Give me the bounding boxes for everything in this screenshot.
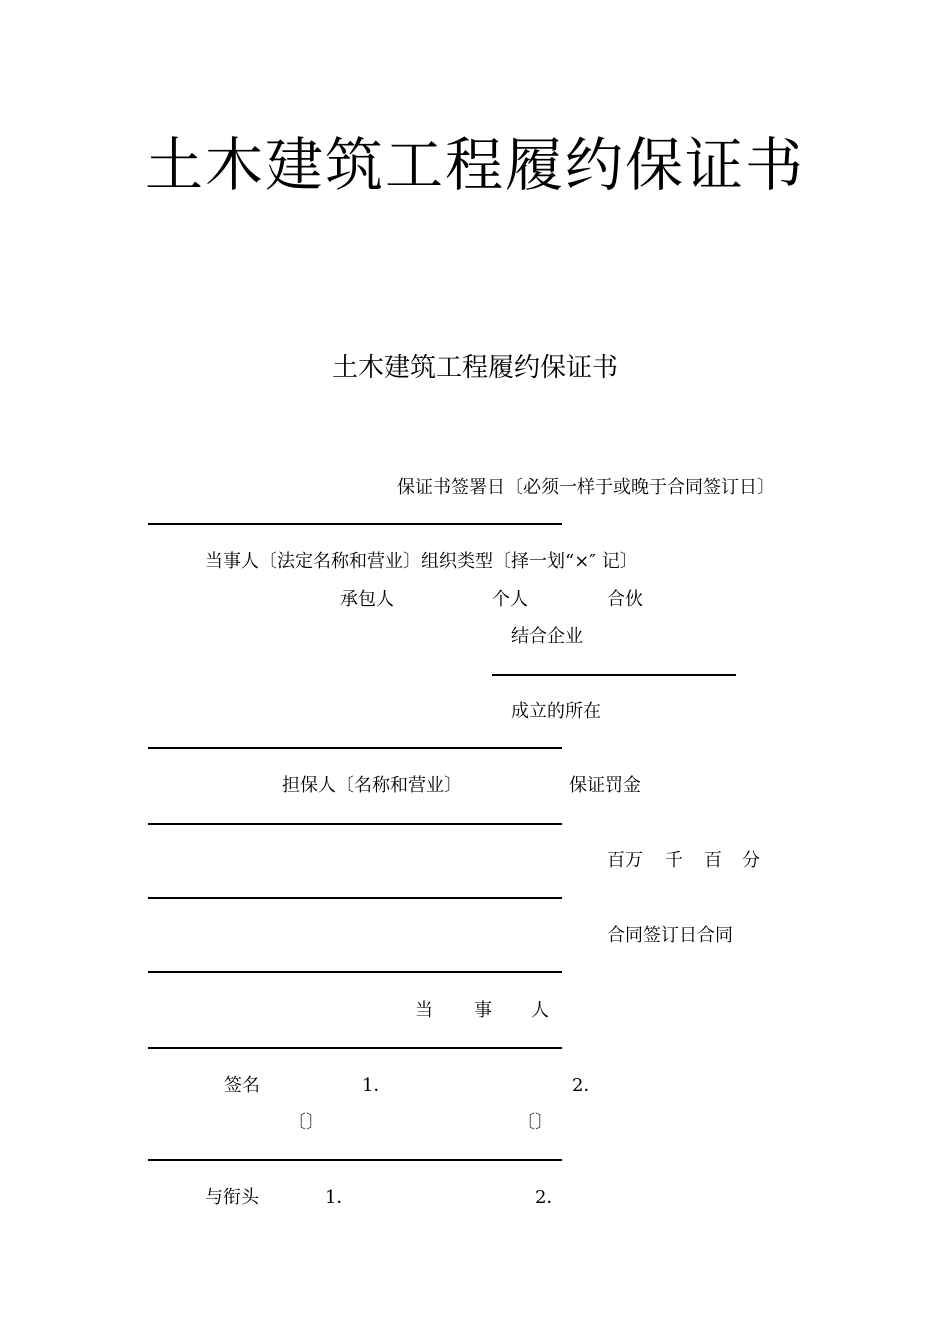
parties-heading-char-3: 人 <box>531 1000 549 1021</box>
established-location-label: 成立的所在 <box>511 701 601 722</box>
parties-heading-char-1: 当 <box>415 1000 433 1021</box>
signature-field-line <box>148 1159 562 1161</box>
amount-unit-cents: 分 <box>742 850 760 871</box>
signing-date-field-line <box>148 523 562 525</box>
title-number-1: 1． <box>325 1187 355 1208</box>
party-label: 当事人〔法定名称和营业〕组织类型〔择一划“×″ 记〕 <box>205 551 638 572</box>
signature-bracket-2: 〔〕 <box>517 1112 553 1133</box>
parties-heading-char-2: 事 <box>474 1000 492 1021</box>
sub-title: 土木建筑工程履约保证书 <box>331 353 618 383</box>
organization-type-field-line <box>492 674 736 676</box>
amount-unit-millions: 百万 <box>607 850 643 871</box>
party-field-line <box>148 747 562 749</box>
option-contractor: 承包人 <box>340 589 394 610</box>
guarantor-field-line-3 <box>148 971 562 973</box>
option-partnership: 合伙 <box>607 589 643 610</box>
title-number-2: 2． <box>535 1187 565 1208</box>
bond-amount-label: 保证罚金 <box>569 775 641 796</box>
main-title: 土木建筑工程履约保证书 <box>144 131 805 199</box>
signature-label: 签名 <box>224 1075 260 1096</box>
signature-bracket-1: 〔〕 <box>288 1112 324 1133</box>
title-label: 与衔头 <box>205 1187 259 1208</box>
option-joint-venture: 结合企业 <box>511 626 583 647</box>
guarantor-field-line-1 <box>148 823 562 825</box>
signature-number-2: 2． <box>572 1075 602 1096</box>
contract-date-label: 合同签订日合同 <box>607 925 733 946</box>
signature-number-1: 1． <box>362 1075 392 1096</box>
parties-heading-line <box>148 1047 562 1049</box>
guarantor-field-line-2 <box>148 897 562 899</box>
option-individual: 个人 <box>492 589 528 610</box>
guarantor-label: 担保人〔名称和营业〕 <box>282 775 462 796</box>
amount-unit-hundreds: 百 <box>704 850 722 871</box>
signing-date-label: 保证书签署日〔必须一样于或晚于合同签订日〕 <box>397 477 775 498</box>
amount-unit-thousands: 千 <box>665 850 683 871</box>
